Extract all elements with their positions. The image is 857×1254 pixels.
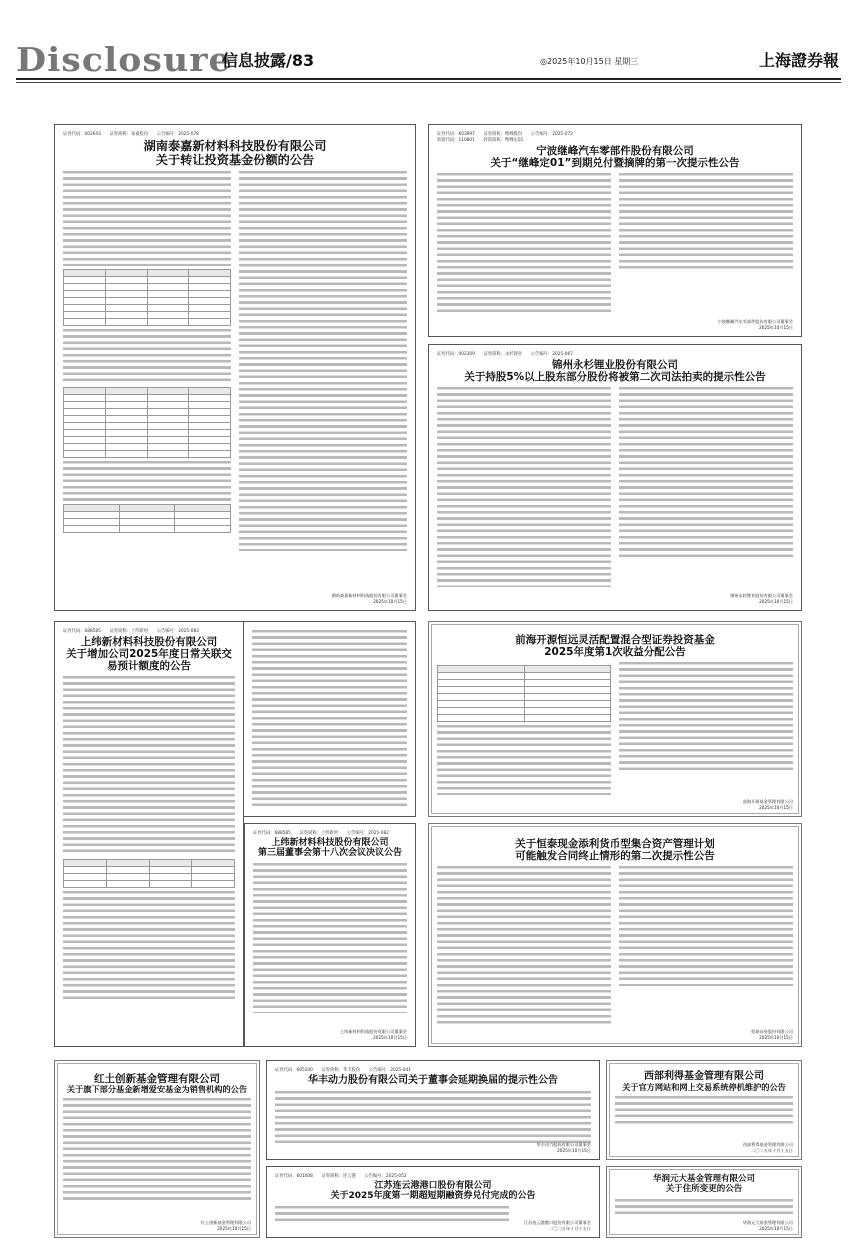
announcement-company: 红土创新基金管理有限公司 [94,1073,220,1085]
announcement-body [63,676,235,1006]
body-text [619,173,793,269]
body-text [619,866,793,986]
announcement-swancor-board [244,823,416,1047]
announcement-code: 证券代码：605100 证券简称：华丰股份 公告编号：2025-041 [275,1068,411,1073]
announcement-signature: 红土创新基金管理有限公司 2025年10月15日 [200,1220,251,1231]
announcement-company: 华润元大基金管理有限公司 [652,1174,755,1184]
announcement-code: 证券代码：002643 证券简称：泰嘉股份 公告编号：2025-078 [63,132,199,137]
announcement-body [63,171,407,601]
announcement-title: 关于2025年度第一期超短期融资券兑付完成的公告 [330,1191,536,1202]
announcement-yongshan [428,344,802,611]
announcement-code: 证券代码：688585 证券简称：上纬新材 公告编号：2025-082 [253,831,389,836]
data-table [63,269,231,326]
body-text [63,676,235,856]
body-text [437,866,611,1026]
announcement-company: 锦州永杉锂业股份有限公司 [552,359,678,371]
body-text [615,1096,793,1126]
announcement-company: 前海开源恒远灵活配置混合型证券投资基金 [515,634,715,646]
body-text [437,387,611,587]
announcement-code: 证券代码：601008 证券简称：连云港 公告编号：2025-052 [275,1174,407,1179]
announcement-title: 关于“继峰定01”到期兑付暨摘牌的第一次提示性公告 [490,157,740,170]
announcement-huafeng [266,1060,600,1160]
announcement-title: 第三届董事会第十八次会议决议公告 [257,848,402,859]
announcement-signature: 江苏连云港港口股份有限公司董事会 二〇二五年十月十五日 [523,1220,591,1231]
announcement-signature: 恒泰证券股份有限公司 2025年10月15日 [751,1029,793,1040]
body-text [253,863,407,1013]
announcement-body [437,866,793,1026]
body-text [63,891,235,1001]
body-text [619,662,793,772]
body-text [437,725,611,795]
announcement-code: 证券代码：688585 证券简称：上纬新材 公告编号：2025-083 [63,629,199,634]
announcement-title: 关于转让投资基金份额的公告 [155,153,315,168]
body-text [437,173,611,313]
newspaper-name: 上海證券報 [758,51,839,70]
announcement-title: 2025年度第1次收益分配公告 [544,646,686,659]
announcement-body [253,863,407,1013]
announcement-signature: 前海开源基金管理有限公司 2025年10月15日 [742,799,793,810]
announcement-body [437,173,793,313]
announcement-company: 关于恒泰现金添利货币型集合资产管理计划 [515,838,715,850]
announcement-title: 关于住所变更的公告 [665,1183,743,1194]
announcement-taijia [54,124,416,611]
masthead-rule-thin [16,82,841,83]
announcement-code: 证券代码：603997 证券简称：继峰股份 公告编号：2025-072 转债代码：110801 转债简称：继峰定01 [437,132,573,143]
announcement-signature: 西部利得基金管理有限公司 二〇二五年十月十五日 [742,1142,793,1153]
announcement-hongtu-fund [54,1060,260,1238]
data-table [437,665,611,722]
announcement-signature: 锦州永杉锂业股份有限公司董事会 2025年10月15日 [730,593,793,604]
announcement-jifeng [428,124,802,337]
announcement-body [252,630,407,810]
announcement-company: 上纬新材料科技股份有限公司 [271,838,389,848]
announcement-qianhai-fund [428,621,802,817]
data-table [63,504,231,533]
body-text [619,387,793,557]
announcement-body [615,1096,793,1126]
announcement-body [437,387,793,587]
body-text [63,461,231,501]
announcement-xibu-lide [606,1060,802,1160]
announcement-title: 关于官方网站和网上交易系统停机维护的公告 [622,1081,786,1092]
section-title: 信息披露/83 [222,51,315,70]
announcement-body [275,1091,591,1143]
body-text [275,1206,509,1224]
body-text [252,630,407,810]
data-table [63,387,231,458]
announcement-lianyungang [266,1166,600,1238]
data-table [63,859,235,888]
announcement-company: 西部利得基金管理有限公司 [644,1071,764,1082]
announcement-swancor-continued [244,621,416,817]
announcement-code: 证券代码：002309 证券简称：永杉锂业 公告编号：2025-067 [437,352,573,357]
announcement-title: 关于增加公司2025年度日常关联交易预计额度的公告 [66,648,232,673]
announcement-title: 关于旗下部分基金新增爱安基金为销售机构的公告 [66,1084,248,1095]
announcement-signature: 湖南泰嘉新材料科技股份有限公司董事会 2025年10月15日 [331,593,407,604]
announcement-body [437,662,793,802]
announcement-title: 关于持股5%以上股东部分股份将被第二次司法拍卖的提示性公告 [464,371,766,384]
dateline: ◎2025年10月15日 星期三 [540,57,639,66]
announcement-title: 可能触发合同终止情形的第二次提示性公告 [515,850,715,863]
masthead-rule [16,78,841,80]
announcement-body [615,1199,793,1215]
announcement-huarun-yuanda [606,1166,802,1238]
body-text [275,1091,591,1143]
brand-logo: Disclosure [16,40,232,79]
announcement-company: 湖南泰嘉新材料科技股份有限公司 [143,139,327,153]
announcement-signature: 华丰动力股份有限公司董事会 2025年10月15日 [536,1142,591,1153]
body-text [615,1199,793,1215]
body-text [63,171,231,266]
announcement-company: 宁波继峰汽车零部件股份有限公司 [536,145,694,157]
masthead [0,0,857,90]
announcement-signature: 上纬新材料科技股份有限公司董事会 2025年10月15日 [339,1029,407,1040]
announcement-body [275,1206,509,1224]
announcement-body [63,1098,251,1203]
announcement-company: 上纬新材料科技股份有限公司 [80,636,218,648]
announcement-company: 江苏连云港港口股份有限公司 [374,1181,492,1191]
body-text [63,1098,251,1203]
announcement-hengtai [428,823,802,1047]
announcement-signature: 宁波继峰汽车零部件股份有限公司董事会 2025年10月15日 [717,319,793,330]
announcement-swancor-related-party [54,621,244,1047]
body-text [239,171,407,551]
body-text [63,329,231,384]
announcement-company: 华丰动力股份有限公司关于董事会延期换届的提示性公告 [308,1075,558,1086]
announcement-signature: 华润元大基金管理有限公司 2025年10月15日 [742,1220,793,1231]
